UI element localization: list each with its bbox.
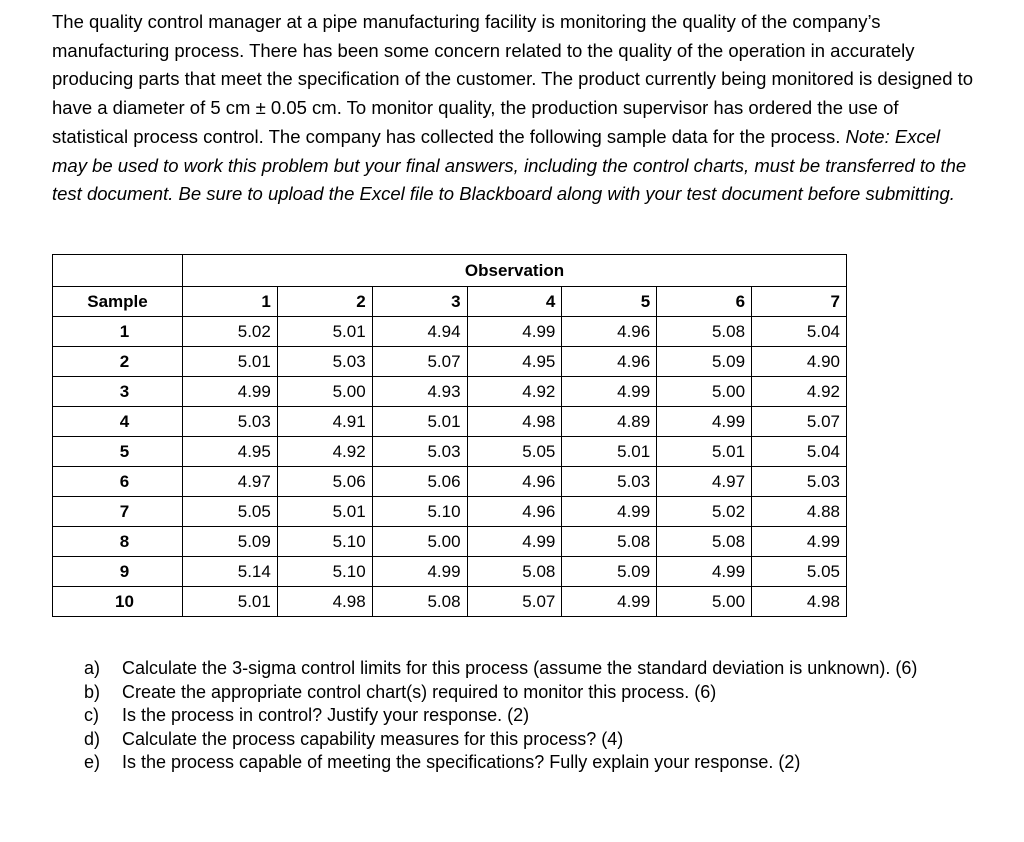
observation-value: 4.93 — [372, 377, 467, 407]
column-header: 6 — [657, 287, 752, 317]
observation-value: 4.89 — [562, 407, 657, 437]
question-text: Calculate the 3-sigma control limits for this process (assume the standard deviation is unknown). (6) — [122, 658, 918, 678]
observation-value: 4.88 — [752, 497, 847, 527]
observation-value: 5.08 — [562, 527, 657, 557]
observation-header: Observation — [183, 255, 847, 287]
observation-value: 5.10 — [277, 527, 372, 557]
observation-value: 5.00 — [277, 377, 372, 407]
table-row — [53, 557, 847, 587]
observation-value: 5.10 — [277, 557, 372, 587]
problem-note: Note: Excel may be used to work this problem but your final answers, including the control charts, must be transferred to the test document. Be sure to upload the Excel file to Blackboard along with your test document before submitting. — [52, 125, 967, 205]
observation-value: 4.99 — [562, 497, 657, 527]
table-column-header-row — [53, 287, 847, 317]
sample-number: 4 — [53, 407, 183, 437]
sample-number: 9 — [53, 557, 183, 587]
observation-value: 5.03 — [372, 437, 467, 467]
question-item — [84, 728, 994, 752]
table-row — [53, 437, 847, 467]
observation-value: 5.06 — [277, 467, 372, 497]
table-row — [53, 467, 847, 497]
observation-value: 5.01 — [183, 347, 278, 377]
observation-value: 5.00 — [372, 527, 467, 557]
observation-value: 4.99 — [752, 527, 847, 557]
observation-value: 5.04 — [752, 437, 847, 467]
table-row — [53, 347, 847, 377]
sample-number: 8 — [53, 527, 183, 557]
observation-value: 5.03 — [562, 467, 657, 497]
observation-value: 5.08 — [657, 527, 752, 557]
observation-value: 5.01 — [372, 407, 467, 437]
question-label: a) — [84, 658, 101, 678]
observation-value: 4.90 — [752, 347, 847, 377]
observation-value: 5.03 — [752, 467, 847, 497]
sample-number: 5 — [53, 437, 183, 467]
observation-value: 5.14 — [183, 557, 278, 587]
question-label: d) — [84, 728, 101, 749]
problem-statement — [52, 8, 977, 209]
question-text: Calculate the process capability measures for this process? (4) — [122, 728, 624, 749]
observation-value: 4.91 — [277, 407, 372, 437]
sample-number: 1 — [53, 317, 183, 347]
question-list — [84, 657, 994, 775]
observation-value: 5.09 — [183, 527, 278, 557]
problem-text: The quality control manager at a pipe manufacturing facility is monitoring the quality of the company’s manufacturing process. There has been some concern related to the quality of the operation in accurately producing parts that meet the specification of the customer. The product currently being monitored is designed to have a diameter of 5 cm ± 0.05 cm. To monitor quality, the production supervisor has ordered the use of statistical process control. The company has collected the following sample data for the process. — [52, 11, 974, 147]
question-text: Is the process in control? Justify your response. (2) — [122, 705, 530, 725]
question-label: e) — [84, 752, 101, 772]
observation-value: 4.94 — [372, 317, 467, 347]
observation-value: 5.08 — [467, 557, 562, 587]
column-header: 3 — [372, 287, 467, 317]
observation-value: 4.99 — [562, 587, 657, 617]
observation-value: 5.01 — [562, 437, 657, 467]
observation-value: 4.96 — [562, 317, 657, 347]
observation-value: 4.99 — [467, 527, 562, 557]
observation-value: 4.97 — [183, 467, 278, 497]
observation-value: 4.96 — [562, 347, 657, 377]
question-item — [84, 751, 994, 775]
observation-value: 5.02 — [183, 317, 278, 347]
column-header: 5 — [562, 287, 657, 317]
question-text: Create the appropriate control chart(s) required to monitor this process. (6) — [122, 681, 717, 702]
observation-value: 4.98 — [467, 407, 562, 437]
sample-header: Sample — [53, 287, 183, 317]
observation-value: 5.04 — [752, 317, 847, 347]
observation-value: 4.98 — [277, 587, 372, 617]
table-row — [53, 377, 847, 407]
observation-value: 5.10 — [372, 497, 467, 527]
observation-value: 5.06 — [372, 467, 467, 497]
observation-value: 5.03 — [183, 407, 278, 437]
observation-value: 4.98 — [752, 587, 847, 617]
observation-value: 4.99 — [657, 407, 752, 437]
observation-value: 5.08 — [372, 587, 467, 617]
observation-value: 4.99 — [183, 377, 278, 407]
sample-number: 6 — [53, 467, 183, 497]
observation-value: 5.07 — [372, 347, 467, 377]
observation-value: 4.96 — [467, 497, 562, 527]
sample-data-table — [52, 254, 847, 617]
table-group-header-row — [53, 255, 847, 287]
observation-value: 5.02 — [657, 497, 752, 527]
observation-value: 5.01 — [277, 317, 372, 347]
table-row — [53, 497, 847, 527]
observation-value: 5.01 — [657, 437, 752, 467]
sample-number: 3 — [53, 377, 183, 407]
observation-value: 5.09 — [657, 347, 752, 377]
question-label: b) — [84, 681, 101, 702]
sample-number: 7 — [53, 497, 183, 527]
sample-number: 2 — [53, 347, 183, 377]
observation-value: 5.05 — [752, 557, 847, 587]
observation-value: 5.05 — [183, 497, 278, 527]
sample-number: 10 — [53, 587, 183, 617]
column-header: 4 — [467, 287, 562, 317]
question-item — [84, 657, 994, 681]
question-label: c) — [84, 705, 99, 725]
observation-value: 4.95 — [467, 347, 562, 377]
observation-value: 5.09 — [562, 557, 657, 587]
observation-value: 4.99 — [562, 377, 657, 407]
question-item — [84, 704, 994, 728]
column-header: 7 — [752, 287, 847, 317]
table-row — [53, 407, 847, 437]
observation-value: 5.07 — [752, 407, 847, 437]
observation-value: 5.01 — [183, 587, 278, 617]
table-corner-cell — [53, 255, 183, 287]
observation-value: 4.99 — [657, 557, 752, 587]
observation-value: 5.03 — [277, 347, 372, 377]
question-item — [84, 681, 994, 705]
observation-value: 4.97 — [657, 467, 752, 497]
observation-value: 4.99 — [372, 557, 467, 587]
observation-value: 4.95 — [183, 437, 278, 467]
observation-value: 5.00 — [657, 377, 752, 407]
observation-value: 4.96 — [467, 467, 562, 497]
observation-value: 4.99 — [467, 317, 562, 347]
observation-value: 5.00 — [657, 587, 752, 617]
observation-value: 4.92 — [467, 377, 562, 407]
table-row — [53, 527, 847, 557]
column-header: 1 — [183, 287, 278, 317]
observation-value: 5.05 — [467, 437, 562, 467]
observation-value: 5.07 — [467, 587, 562, 617]
column-header: 2 — [277, 287, 372, 317]
table-row — [53, 317, 847, 347]
table-row — [53, 587, 847, 617]
observation-value: 5.08 — [657, 317, 752, 347]
observation-value: 5.01 — [277, 497, 372, 527]
question-text: Is the process capable of meeting the specifications? Fully explain your response. (2) — [122, 752, 801, 772]
observation-value: 4.92 — [752, 377, 847, 407]
observation-value: 4.92 — [277, 437, 372, 467]
